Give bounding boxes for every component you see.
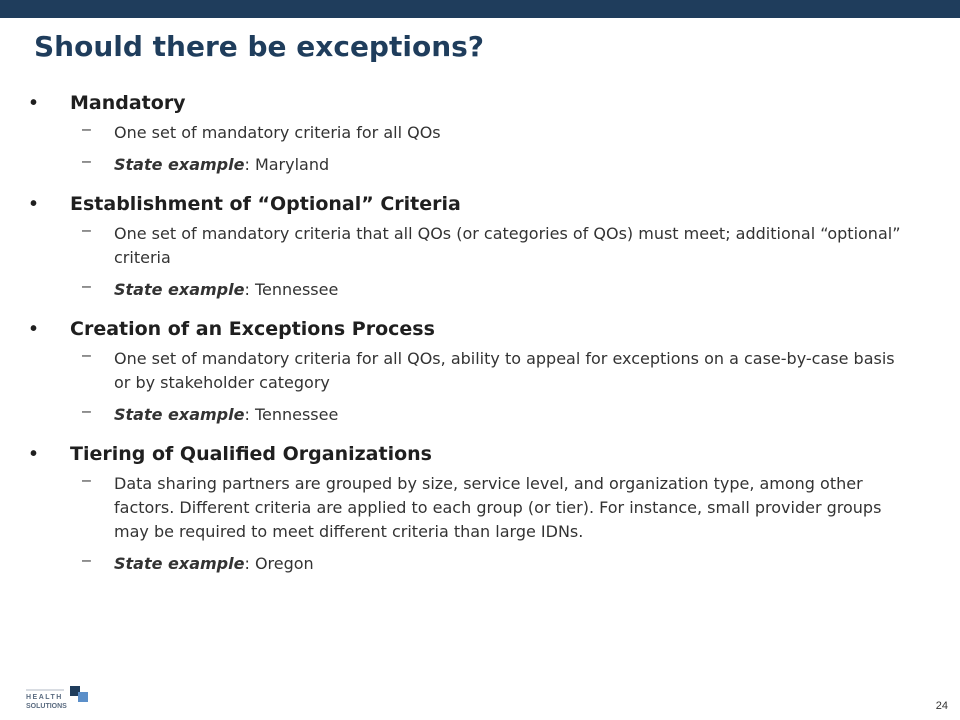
state-example bbox=[82, 403, 930, 427]
slide-content bbox=[30, 92, 930, 592]
state-example-label: State example bbox=[114, 554, 245, 573]
state-example-label: State example bbox=[114, 405, 245, 424]
bullet-icon: • bbox=[30, 318, 38, 340]
state-example-value: : Tennessee bbox=[244, 405, 339, 424]
state-example-value: : Tennessee bbox=[244, 280, 339, 299]
dash-icon: – bbox=[82, 552, 91, 569]
sub-item bbox=[82, 472, 930, 544]
section-mandatory bbox=[30, 92, 930, 177]
page-number: 24 bbox=[935, 700, 948, 712]
state-example bbox=[82, 278, 930, 302]
state-example-value: : Oregon bbox=[244, 554, 314, 573]
section-heading: Establishment of “Optional” Criteria bbox=[70, 193, 461, 215]
state-example-label: State example bbox=[114, 280, 245, 299]
logo-text-health: HEALTH bbox=[26, 694, 63, 701]
section-tiering bbox=[30, 443, 930, 576]
header-bar bbox=[0, 0, 960, 18]
sub-item bbox=[82, 347, 930, 395]
state-example bbox=[82, 552, 930, 576]
sub-item-text: One set of mandatory criteria for all QOs bbox=[114, 123, 441, 142]
state-example-text bbox=[114, 552, 914, 576]
bullet-icon: • bbox=[30, 193, 38, 215]
dash-icon: – bbox=[82, 278, 91, 295]
bullet-icon: • bbox=[30, 92, 38, 114]
section-heading: Creation of an Exceptions Process bbox=[70, 318, 435, 340]
dash-icon: – bbox=[82, 347, 91, 364]
dash-icon: – bbox=[82, 472, 91, 489]
dash-icon: – bbox=[82, 153, 91, 170]
state-example-text bbox=[114, 403, 914, 427]
dash-icon: – bbox=[82, 222, 91, 239]
sub-item-text: One set of mandatory criteria that all QOs (or categories of QOs) must meet; additional “optional” criteria bbox=[114, 224, 901, 267]
sub-item-text: One set of mandatory criteria for all QOs, ability to appeal for exceptions on a case-by-case basis or by stakeholder category bbox=[114, 349, 895, 392]
bullet-icon: • bbox=[30, 443, 38, 465]
health-solutions-logo bbox=[24, 684, 98, 712]
bullet-item bbox=[30, 193, 930, 216]
section-heading: Mandatory bbox=[70, 92, 186, 114]
dash-icon: – bbox=[82, 121, 91, 138]
section-exceptions-process bbox=[30, 318, 930, 427]
state-example-text bbox=[114, 278, 914, 302]
slide-title: Should there be exceptions? bbox=[34, 30, 485, 63]
state-example bbox=[82, 153, 930, 177]
dash-icon: – bbox=[82, 403, 91, 420]
state-example-value: : Maryland bbox=[244, 155, 330, 174]
section-optional-criteria bbox=[30, 193, 930, 302]
section-heading: Tiering of Qualified Organizations bbox=[70, 443, 432, 465]
logo-square-light bbox=[78, 692, 88, 702]
sub-item-text: Data sharing partners are grouped by size, service level, and organization type, among other factors. Different criteria are applied to each group (or tier). For instance, small provider groups may be required to meet different criteria than large IDNs. bbox=[114, 474, 882, 541]
sub-item bbox=[82, 121, 930, 145]
sub-item bbox=[82, 222, 930, 270]
logo-text-solutions: SOLUTIONS bbox=[26, 703, 67, 710]
state-example-text bbox=[114, 153, 914, 177]
state-example-label: State example bbox=[114, 155, 245, 174]
bullet-item bbox=[30, 443, 930, 466]
bullet-item bbox=[30, 92, 930, 115]
bullet-item bbox=[30, 318, 930, 341]
